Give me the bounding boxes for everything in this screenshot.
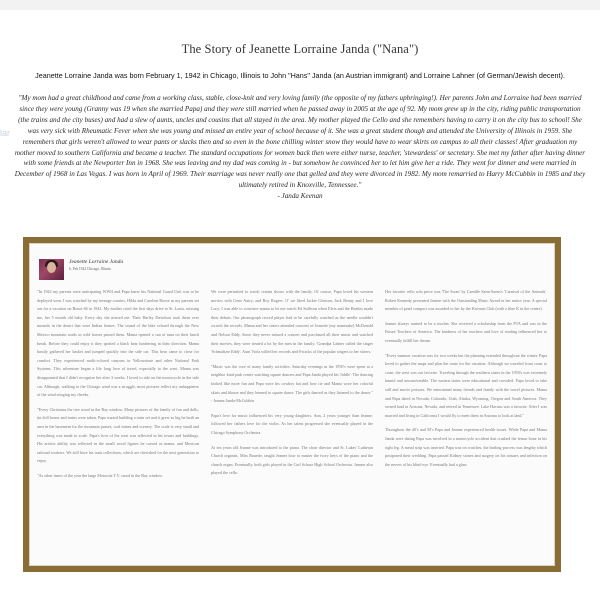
- paragraph: We were permitted to watch certain shows with the family. Of course, Papa loved his western movies with Gene Autry, and Roy Rogers. O' we liked Jackie Gleason, Jack Benny and I love Lucy. I was able to convince mama to let me watch Ed Sullivan when Elvis and the Beatles made their debuts. Our phonograph record player had to be carefully watched as the needle wouldn't scratch the records. Mama and her sisters attended concerts of Jeanette (my namesake) McDonald and Nelson Eddy. Since they never missed a concert and purchased all their music and watched their movies, they were treated a lot by the men in the family. 'Grandpa Lahner called the singer 'Schmaltzie Eddy'. Aunt Viola willed her records and 8-tracks of the popular singers to her sisters.: [211, 289, 373, 355]
- photo-caption: b. Feb 1942 Chicago, Illinois: [69, 267, 111, 271]
- quote-attribution: - Janda Keenan: [277, 192, 323, 201]
- column-3: [385, 288, 547, 560]
- paragraph: Her favorite cello solo piece was 'The Swan' by Camille Saint-Saens's 'Carnival of the Animals'. Robert Kennedy presented Jeanne with the Outstanding Music Award in her senior year. A special member of pearl compact was awarded to her by the Kiwanis Club (with a blue K in the center).: [385, 289, 547, 312]
- quote-text: "My mom had a great childhood and came from a working class, stable, close-knit and very loving family (the opposite of my fathers upbringing!). Her parents John and Lorraine had been married since they were young (Granny was 19 when she married Papa) and they were still married when he passed away in 2005 at the age of 92. My mom grew up in the city, riding public transportation (the trains and the city buses) and had a slew of aunts, uncles and cousins that all stayed in the area. My mother played the Cello and she remembers having to carry it on the city bus to school! She was very sick with Rheumatic Fever when she was young and missed an entire year of school because of it. She was a great student though and attended the University of Illinois in 1959. She remembers that girls weren't allowed to wear pants or slacks then and so even in the bone chilling winter snow they would have to wear skirts on campus to all their classes! After graduation my mother moved to southern California and became a teacher. The standard occupations for women back then were either nurse, teacher, 'stewardess' or secretary. She met my father after having dinner with some friends at the Newporter Inn in 1968. She was leaving and my dad was coming in - but somehow he convinced her to let him give her a ride. They went for dinner and were married in December of 1968 in Las Vegas. I was born in April of 1969. Their marriage was never really one that gelled and they were divorced in 1982. My mom remarried to Harry McCubbin in 1985 and they ultimately retired in Knoxville, Tennessee.": [14, 94, 586, 190]
- document-columns: [37, 288, 547, 560]
- side-mark: lar: [0, 128, 11, 138]
- portrait-photo: [39, 259, 64, 280]
- quote-block: [13, 93, 587, 202]
- paragraph: Papa's love for music influenced his very young daughters. Ann, 2 years younger than Jeanne, followed her fathers love for the violin. As her talent progressed she eventually played in the Chicago Symphony Orchestra.: [211, 412, 373, 435]
- portrait-face: [47, 262, 56, 273]
- photo-name: Jeanette Lorraine Janda: [69, 259, 124, 265]
- document-frame: [23, 237, 561, 572]
- paragraph: At ten years old Jeanne was introduced to the piano. The choir director and St. Lukes' Lutheran Church organist, Miss Bauerle, taught Jeanne how to master the ivory keys of the piano and the church organ. Eventually, both girls played in the Carl Schurz High School Orchestra. Jeanne also played the cello.: [211, 444, 373, 476]
- top-strip: [0, 0, 600, 10]
- paragraph: "In 1942 my parents were anticipating WWII and Papa knew his National Guard Unit was to be deployed soon. I was watched by my teenage cousins, Hilda and Caroline Boose as my parents set out for a vacation on Route 66 in 1942. My mother cried the first days drive to St. Louis, missing me, her 5 month old baby. Every day she missed me. Their Harley Davidson took them over mounds in the desert that were Indian homes. The sound of the bike echoed through the New Mexico mountain roads as wild horses passed them. Mama opened a can of tuna on their lunch break. Before they could enjoy it they spotted a black bear lumbering in their direction. Mama hastily gathered her basket and jumped quickly into the side car. This bear came to close for comfort. They experienced multi-colored canyons in Yellowstone and other National Park Systems. This adventure began a life long love of travel, especially to the west. Mama was disappointed that I didn't recognize her after 3 weeks. I loved to ride on the motorcycle in the side car. Although, walking to the Chicago wind was a struggle, most pictures reflect my unhappiness of the wind stinging my cheeks.: [37, 289, 199, 398]
- page-title: The Story of Jeanette Lorraine Janda ("Nana"): [181, 42, 419, 56]
- paragraph: "Every Christmas the tree stood in the Bay window. Many pictures of the family of fun and dolls, tin doll house and trains were taken. Papa started building a train set and it grew as big he built an area in the basement for the mountain passes, coal mines and scenery. The scale is very small and everything was made to scale. Papa's love of the west was reflected in his towns and buildings. His artistic ability was reflected in the small wood figures he carved as mama, and Mexican railroad workers. We still have his train collections, which are cherished for the next generation to enjoy.: [37, 406, 199, 464]
- column-2: [211, 288, 373, 560]
- paragraph: Jeanne always wanted to be a teacher. She received a scholarship from the PTA and was in the Future Teachers of America. The kindness of her teachers and love of reading influenced her to eventually fulfill her dream.: [385, 320, 547, 343]
- paragraph: Throughout the 40's and 50's Papa and Jeanne experienced health issues. While Papa and Mama Janda were dating Papa was involved in a motorcycle accident that crushed the femur bone in his right leg. A metal strip was inserted. Papa was on crutches, the healing process was lengthy which postponed their wedding. Papa passed Kidney stones and surgery on his sinuses and infection on the nerves of his blind eye. Eventually had a glass: [385, 427, 547, 467]
- document-page: [29, 243, 555, 566]
- subtitle: Jeanette Lorraine Janda was born February 1, 1942 in Chicago, Illinois to John "Hans" Janda (an Austrian immigrant) and Lorraine Lahner (of German/Jewish decent).: [35, 71, 565, 80]
- paragraph: "Music was the core of many family activities. Saturday evenings in the 1950's were spent at a neighbor kind park center watching square dancers and Papa Janda played his 'fiddle'. The dancing looked like more fun and Papa wore his cowboy hat and bow tie and Mama wore her colorful skirts and blouse and they learned to square dance. The girls danced as they listened to the dance." - Jeanne Janda-McCubbin: [211, 363, 373, 404]
- paragraph: "Every summer vacation was for two weeks but the planning extended throughout the winter. Papa loved to gather the maps and plan the route for the vacation. Although we traveled from coast to coast, the west was our favorite. Traveling through the southern states in the 1950's was extremely humid and uncomfortable. The eastern states were educational and crowded. Papa loved to take still and movie pictures. We entertained many friends and family with the travel pictures. Mama and Papa dated in Nevada, Colorado, Utah, Alaska, Wyoming, Oregon and South America. They owned land in Arizona, Nevada, and retired in Tennessee. Lake Havasu was a favorite. After I was married and living in California I would fly to meet them in Arizona to look at land.": [385, 352, 547, 418]
- column-1: [37, 288, 199, 560]
- paragraph: "As other times of the year the large Motorola T.V. stood in the Bay window.: [37, 472, 163, 478]
